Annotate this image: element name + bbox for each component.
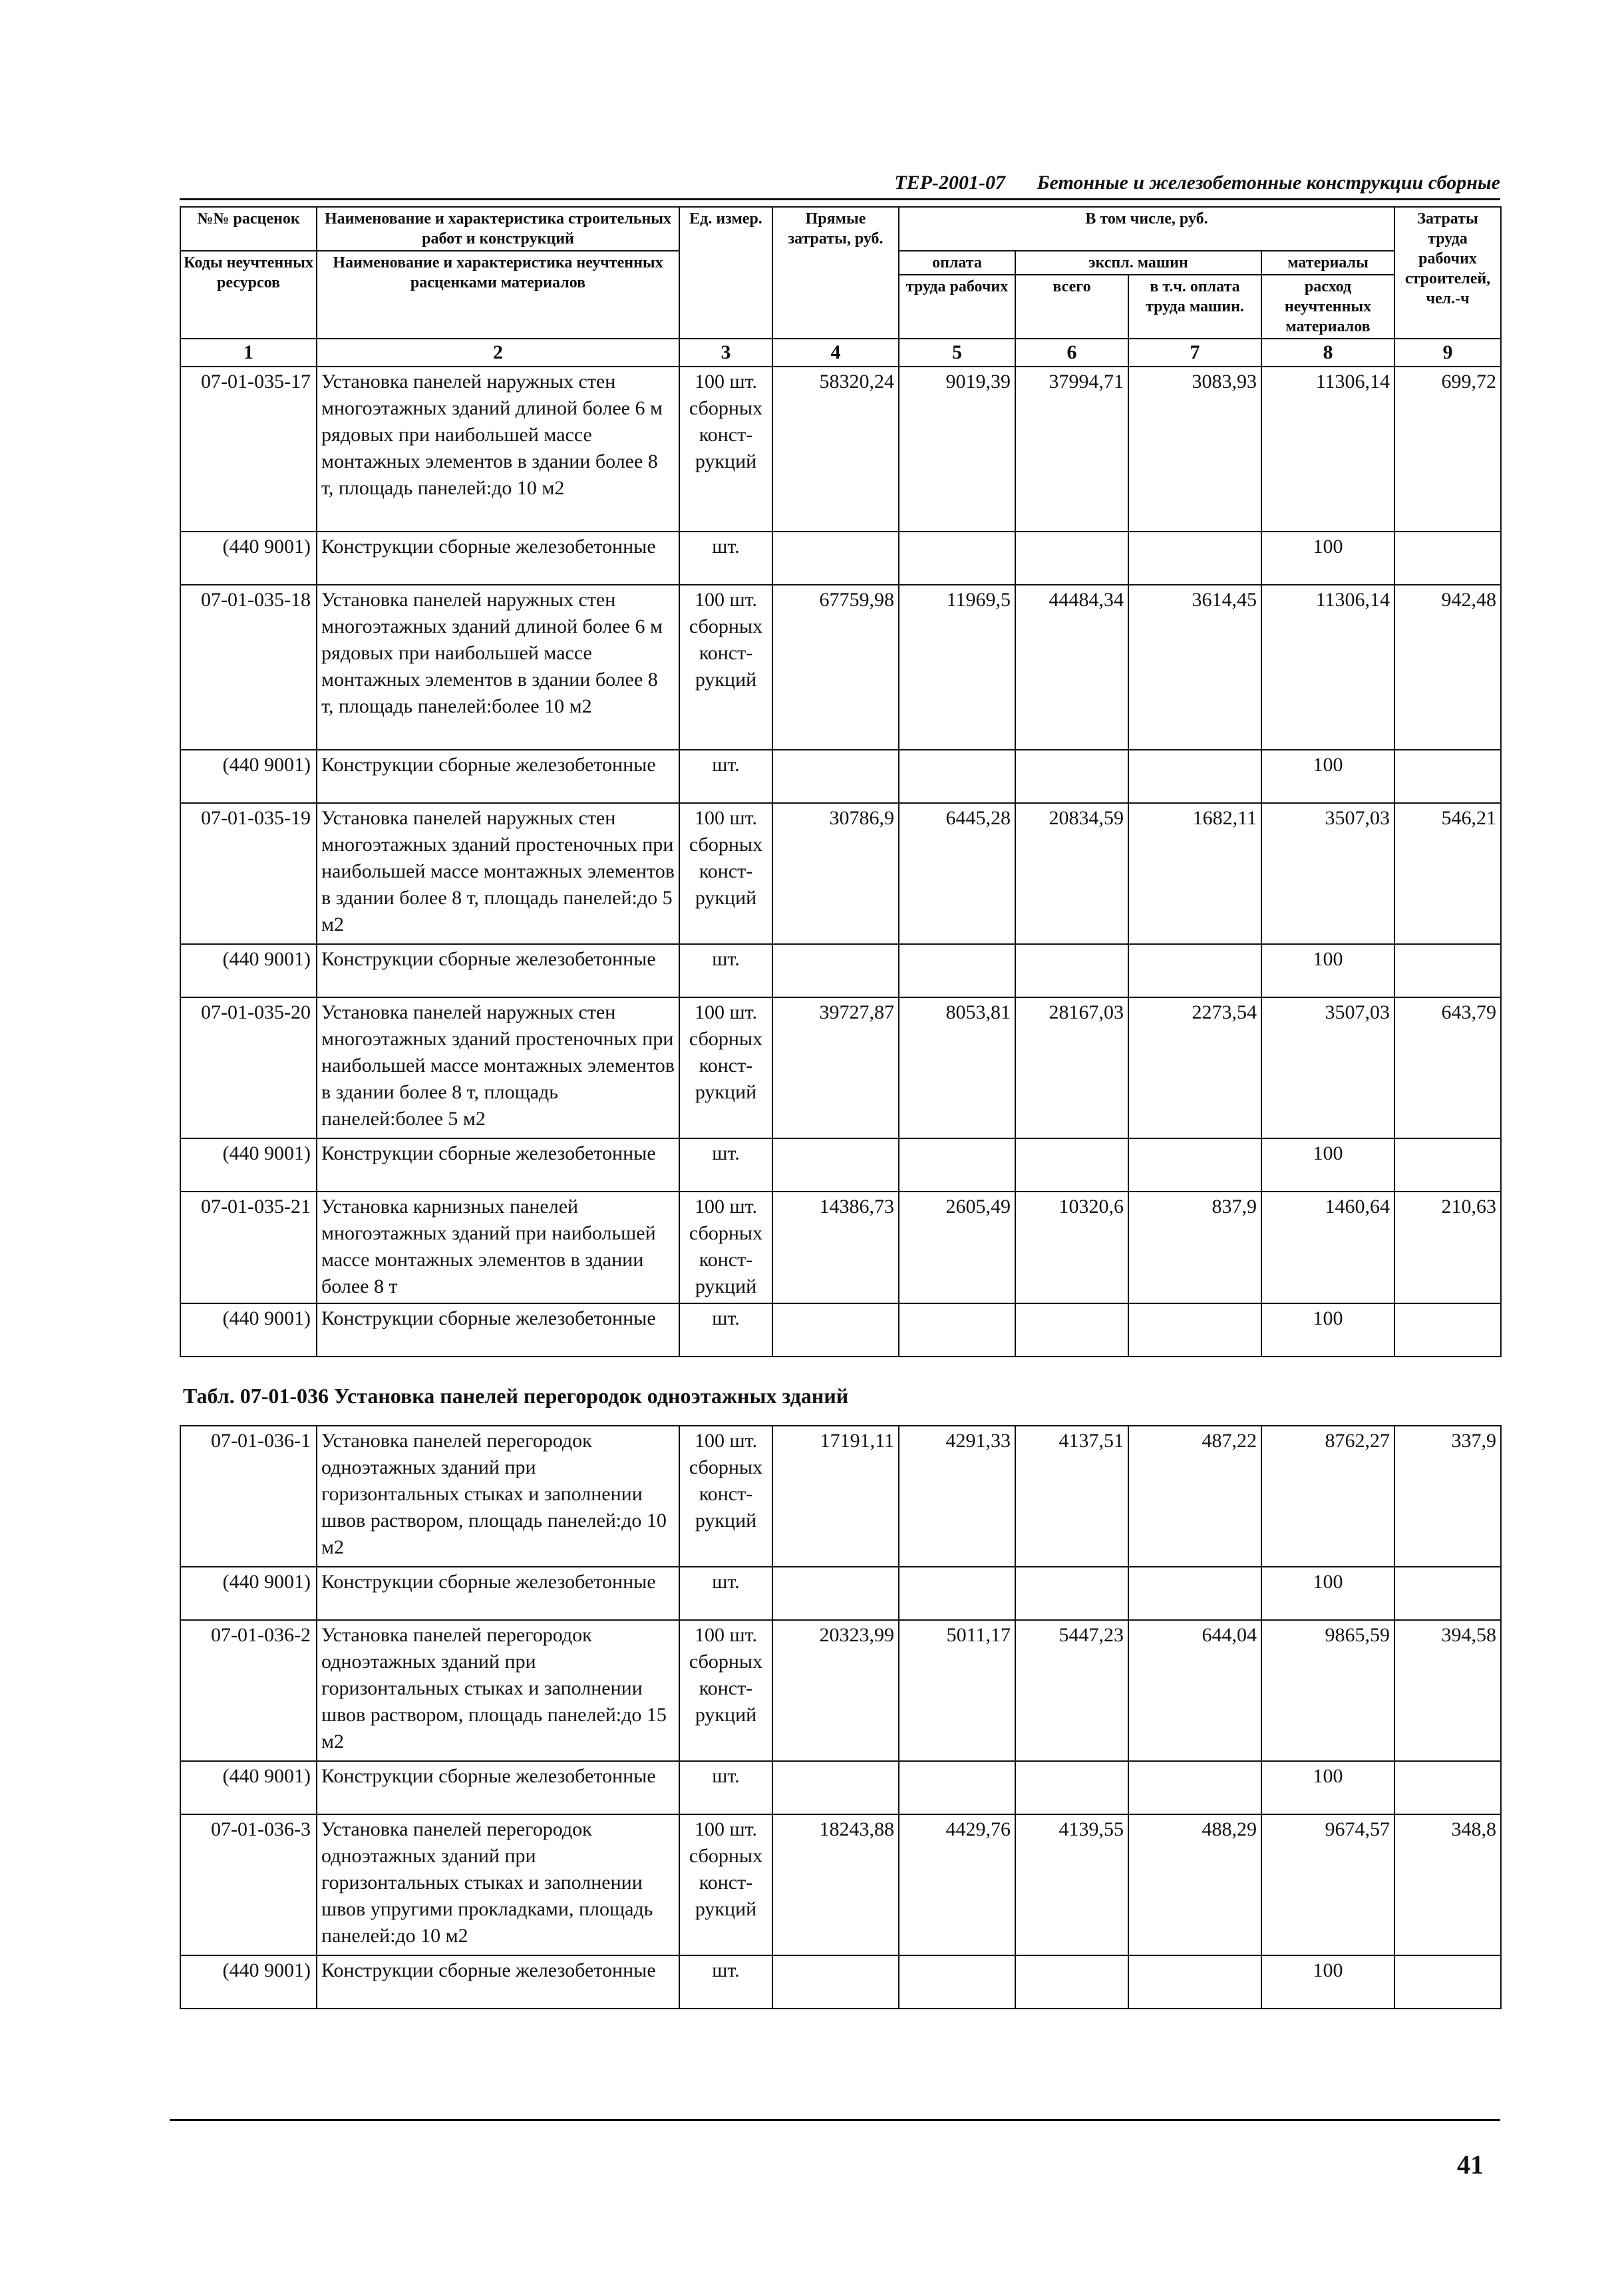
resource-code: (440 9001) — [180, 750, 317, 803]
resource-quantity: 100 — [1261, 1761, 1394, 1814]
labor-hours: 643,79 — [1394, 997, 1501, 1138]
empty-cell — [1394, 750, 1501, 803]
empty-cell — [899, 1567, 1015, 1620]
empty-cell — [1394, 1138, 1501, 1192]
resource-name: Конструкции сборные железобетонные — [317, 1138, 679, 1192]
labor-hours: 546,21 — [1394, 803, 1501, 944]
resource-code: (440 9001) — [180, 532, 317, 585]
resource-unit: шт. — [679, 1138, 772, 1192]
resource-code: (440 9001) — [180, 1138, 317, 1192]
labor-hours: 210,63 — [1394, 1192, 1501, 1303]
unit-of-measure: 100 шт. сборных конст-рукций — [679, 1426, 772, 1567]
col-header-wages: труда рабочих — [899, 275, 1015, 339]
resource-quantity: 100 — [1261, 1138, 1394, 1192]
resource-quantity: 100 — [1261, 1567, 1394, 1620]
materials-cost: 3507,03 — [1261, 997, 1394, 1138]
empty-cell — [1394, 1567, 1501, 1620]
empty-cell — [1015, 1567, 1128, 1620]
resource-quantity: 100 — [1261, 1955, 1394, 2009]
empty-cell — [899, 532, 1015, 585]
work-description: Установка панелей наружных стен многоэтажных зданий простеночных при наибольшей массе монтажных элементов в здании более 8 т, площадь панелей:до 5 м2 — [317, 803, 679, 944]
worker-wages: 4429,76 — [899, 1814, 1015, 1955]
col-header-materials: материалы — [1261, 251, 1394, 275]
work-description: Установка панелей наружных стен многоэтажных зданий простеночных при наибольшей массе монтажных элементов в здании более 8 т, площадь панелей:более 5 м2 — [317, 997, 679, 1138]
col-header-materials-name: Наименование и характеристика неучтенных расценками материалов — [317, 251, 679, 339]
col-header-machine-wages: в т.ч. оплата труда машин. — [1128, 275, 1261, 339]
table-row — [180, 997, 1501, 1138]
unit-of-measure: 100 шт. сборных конст-рукций — [679, 1192, 772, 1303]
resource-unit: шт. — [679, 1303, 772, 1357]
column-number-row — [180, 339, 1501, 367]
unit-of-measure: 100 шт. сборных конст-рукций — [679, 585, 772, 750]
work-description: Установка панелей перегородок одноэтажных зданий при горизонтальных стыках и заполнении швов раствором, площадь панелей:до 15 м2 — [317, 1620, 679, 1761]
col-header-resource-codes: Коды неучтенных ресурсов — [180, 251, 317, 339]
worker-wages: 6445,28 — [899, 803, 1015, 944]
unit-of-measure: 100 шт. сборных конст-рукций — [679, 803, 772, 944]
empty-cell — [1128, 1955, 1261, 2009]
col-header-name: Наименование и характеристика строительных работ и конструкций — [317, 207, 679, 251]
resource-code: (440 9001) — [180, 1303, 317, 1357]
empty-cell — [1394, 1303, 1501, 1357]
materials-cost: 3507,03 — [1261, 803, 1394, 944]
rate-code: 07-01-036-3 — [180, 1814, 317, 1955]
resource-code: (440 9001) — [180, 1761, 317, 1814]
empty-cell — [1394, 944, 1501, 997]
col-header-labor-hours: Затраты труда рабочих строителей, чел.-ч — [1394, 207, 1501, 339]
machines-total: 37994,71 — [1015, 367, 1128, 532]
resource-row — [180, 1955, 1501, 2009]
machines-total: 20834,59 — [1015, 803, 1128, 944]
empty-cell — [899, 1761, 1015, 1814]
rate-code: 07-01-036-1 — [180, 1426, 317, 1567]
resource-name: Конструкции сборные железобетонные — [317, 532, 679, 585]
resource-row — [180, 1567, 1501, 1620]
empty-cell — [899, 750, 1015, 803]
direct-costs: 17191,11 — [772, 1426, 899, 1567]
empty-cell — [1128, 1761, 1261, 1814]
table-row — [180, 585, 1501, 750]
machine-operator-wages: 487,22 — [1128, 1426, 1261, 1567]
empty-cell — [899, 1138, 1015, 1192]
resource-row — [180, 1138, 1501, 1192]
resource-row — [180, 944, 1501, 997]
table-header-row-1 — [180, 207, 1501, 251]
col-header-material-consumption: расход неучтенных материалов — [1261, 275, 1394, 339]
empty-cell — [1128, 750, 1261, 803]
work-description: Установка панелей наружных стен многоэтажных зданий длиной более 6 м рядовых при наибольшей массе монтажных элементов в здании более 8 т, площадь панелей:до 10 м2 — [317, 367, 679, 532]
empty-cell — [772, 750, 899, 803]
machine-operator-wages: 2273,54 — [1128, 997, 1261, 1138]
col-number: 5 — [899, 339, 1015, 367]
running-header — [180, 172, 1500, 194]
resource-quantity: 100 — [1261, 944, 1394, 997]
materials-cost: 9674,57 — [1261, 1814, 1394, 1955]
work-description: Установка панелей перегородок одноэтажных зданий при горизонтальных стыках и заполнении швов раствором, площадь панелей:до 10 м2 — [317, 1426, 679, 1567]
col-header-wages-top: оплата — [899, 251, 1015, 275]
empty-cell — [1394, 532, 1501, 585]
materials-cost: 1460,64 — [1261, 1192, 1394, 1303]
empty-cell — [899, 1303, 1015, 1357]
machine-operator-wages: 3083,93 — [1128, 367, 1261, 532]
resource-unit: шт. — [679, 532, 772, 585]
col-header-unit: Ед. измер. — [679, 207, 772, 339]
table-row — [180, 803, 1501, 944]
table-row — [180, 1814, 1501, 1955]
resource-name: Конструкции сборные железобетонные — [317, 1761, 679, 1814]
resource-name: Конструкции сборные железобетонные — [317, 750, 679, 803]
rate-code: 07-01-036-2 — [180, 1620, 317, 1761]
work-description: Установка панелей наружных стен многоэтажных зданий длиной более 6 м рядовых при наибольшей массе монтажных элементов в здании более 8 т, площадь панелей:более 10 м2 — [317, 585, 679, 750]
rate-code: 07-01-035-18 — [180, 585, 317, 750]
resource-code: (440 9001) — [180, 944, 317, 997]
col-header-machines: экспл. машин — [1015, 251, 1261, 275]
document-section-title: Бетонные и железобетонные конструкции сборные — [1037, 172, 1500, 194]
resource-code: (440 9001) — [180, 1955, 317, 2009]
col-number: 9 — [1394, 339, 1501, 367]
unit-of-measure: 100 шт. сборных конст-рукций — [679, 1814, 772, 1955]
table-row — [180, 367, 1501, 532]
empty-cell — [1394, 1955, 1501, 2009]
empty-cell — [899, 1955, 1015, 2009]
machine-operator-wages: 644,04 — [1128, 1620, 1261, 1761]
worker-wages: 11969,5 — [899, 585, 1015, 750]
materials-cost: 9865,59 — [1261, 1620, 1394, 1761]
machine-operator-wages: 488,29 — [1128, 1814, 1261, 1955]
table-row — [180, 1192, 1501, 1303]
worker-wages: 5011,17 — [899, 1620, 1015, 1761]
unit-of-measure: 100 шт. сборных конст-рукций — [679, 997, 772, 1138]
resource-quantity: 100 — [1261, 750, 1394, 803]
col-header-machines-total: всего — [1015, 275, 1128, 339]
empty-cell — [899, 944, 1015, 997]
page-number: 41 — [1457, 2150, 1484, 2180]
table-row — [180, 1620, 1501, 1761]
labor-hours: 942,48 — [1394, 585, 1501, 750]
col-number: 3 — [679, 339, 772, 367]
resource-unit: шт. — [679, 1567, 772, 1620]
table-row — [180, 1426, 1501, 1567]
resource-unit: шт. — [679, 1761, 772, 1814]
empty-cell — [1128, 1567, 1261, 1620]
col-header-rate-number: №№ расценок — [180, 207, 317, 251]
work-description: Установка панелей перегородок одноэтажных зданий при горизонтальных стыках и заполнении швов упругими прокладками, площадь панелей:до 10 м2 — [317, 1814, 679, 1955]
rate-code: 07-01-035-19 — [180, 803, 317, 944]
empty-cell — [1128, 944, 1261, 997]
machines-total: 4139,55 — [1015, 1814, 1128, 1955]
resource-row — [180, 532, 1501, 585]
materials-cost: 8762,27 — [1261, 1426, 1394, 1567]
empty-cell — [1015, 944, 1128, 997]
machines-total: 28167,03 — [1015, 997, 1128, 1138]
empty-cell — [1015, 1761, 1128, 1814]
empty-cell — [1394, 1761, 1501, 1814]
col-number: 6 — [1015, 339, 1128, 367]
direct-costs: 14386,73 — [772, 1192, 899, 1303]
worker-wages: 2605,49 — [899, 1192, 1015, 1303]
empty-cell — [1015, 1303, 1128, 1357]
empty-cell — [772, 1138, 899, 1192]
empty-cell — [772, 1955, 899, 2009]
materials-cost: 11306,14 — [1261, 367, 1394, 532]
resource-row — [180, 1761, 1501, 1814]
labor-hours: 348,8 — [1394, 1814, 1501, 1955]
col-number: 7 — [1128, 339, 1261, 367]
document-code: ТЕР-2001-07 — [894, 172, 1005, 194]
col-header-direct-costs: Прямые затраты, руб. — [772, 207, 899, 339]
worker-wages: 8053,81 — [899, 997, 1015, 1138]
worker-wages: 9019,39 — [899, 367, 1015, 532]
machine-operator-wages: 837,9 — [1128, 1192, 1261, 1303]
col-number: 4 — [772, 339, 899, 367]
footer-rule — [170, 2119, 1500, 2121]
rate-code: 07-01-035-20 — [180, 997, 317, 1138]
machines-total: 10320,6 — [1015, 1192, 1128, 1303]
machines-total: 5447,23 — [1015, 1620, 1128, 1761]
machines-total: 4137,51 — [1015, 1426, 1128, 1567]
worker-wages: 4291,33 — [899, 1426, 1015, 1567]
resource-name: Конструкции сборные железобетонные — [317, 1955, 679, 2009]
labor-hours: 394,58 — [1394, 1620, 1501, 1761]
col-number: 1 — [180, 339, 317, 367]
empty-cell — [1015, 1138, 1128, 1192]
direct-costs: 67759,98 — [772, 585, 899, 750]
resource-row — [180, 750, 1501, 803]
direct-costs: 30786,9 — [772, 803, 899, 944]
labor-hours: 337,9 — [1394, 1426, 1501, 1567]
materials-cost: 11306,14 — [1261, 585, 1394, 750]
resource-name: Конструкции сборные железобетонные — [317, 944, 679, 997]
col-header-group: В том числе, руб. — [899, 207, 1394, 251]
labor-hours: 699,72 — [1394, 367, 1501, 532]
direct-costs: 58320,24 — [772, 367, 899, 532]
resource-unit: шт. — [679, 750, 772, 803]
empty-cell — [1015, 1955, 1128, 2009]
resource-unit: шт. — [679, 944, 772, 997]
empty-cell — [772, 1303, 899, 1357]
resource-row — [180, 1303, 1501, 1357]
empty-cell — [772, 1761, 899, 1814]
empty-cell — [772, 532, 899, 585]
resource-code: (440 9001) — [180, 1567, 317, 1620]
resource-quantity: 100 — [1261, 532, 1394, 585]
col-number: 2 — [317, 339, 679, 367]
empty-cell — [1015, 750, 1128, 803]
resource-quantity: 100 — [1261, 1303, 1394, 1357]
direct-costs: 20323,99 — [772, 1620, 899, 1761]
direct-costs: 18243,88 — [772, 1814, 899, 1955]
work-description: Установка карнизных панелей многоэтажных зданий при наибольшей массе монтажных элементов в здании более 8 т — [317, 1192, 679, 1303]
rate-code: 07-01-035-21 — [180, 1192, 317, 1303]
unit-of-measure: 100 шт. сборных конст-рукций — [679, 367, 772, 532]
empty-cell — [772, 1567, 899, 1620]
unit-of-measure: 100 шт. сборных конст-рукций — [679, 1620, 772, 1761]
empty-cell — [1128, 1303, 1261, 1357]
empty-cell — [1128, 1138, 1261, 1192]
direct-costs: 39727,87 — [772, 997, 899, 1138]
machines-total: 44484,34 — [1015, 585, 1128, 750]
rate-code: 07-01-035-17 — [180, 367, 317, 532]
resource-name: Конструкции сборные железобетонные — [317, 1567, 679, 1620]
empty-cell — [1128, 532, 1261, 585]
col-number: 8 — [1261, 339, 1394, 367]
header-rule — [180, 198, 1500, 200]
rates-table-036 — [180, 1425, 1502, 2009]
resource-unit: шт. — [679, 1955, 772, 2009]
resource-name: Конструкции сборные железобетонные — [317, 1303, 679, 1357]
rates-table-035 — [180, 206, 1502, 1357]
machine-operator-wages: 1682,11 — [1128, 803, 1261, 944]
empty-cell — [1015, 532, 1128, 585]
machine-operator-wages: 3614,45 — [1128, 585, 1261, 750]
table-caption: Табл. 07-01-036 Установка панелей перегородок одноэтажных зданий — [183, 1384, 849, 1408]
empty-cell — [772, 944, 899, 997]
